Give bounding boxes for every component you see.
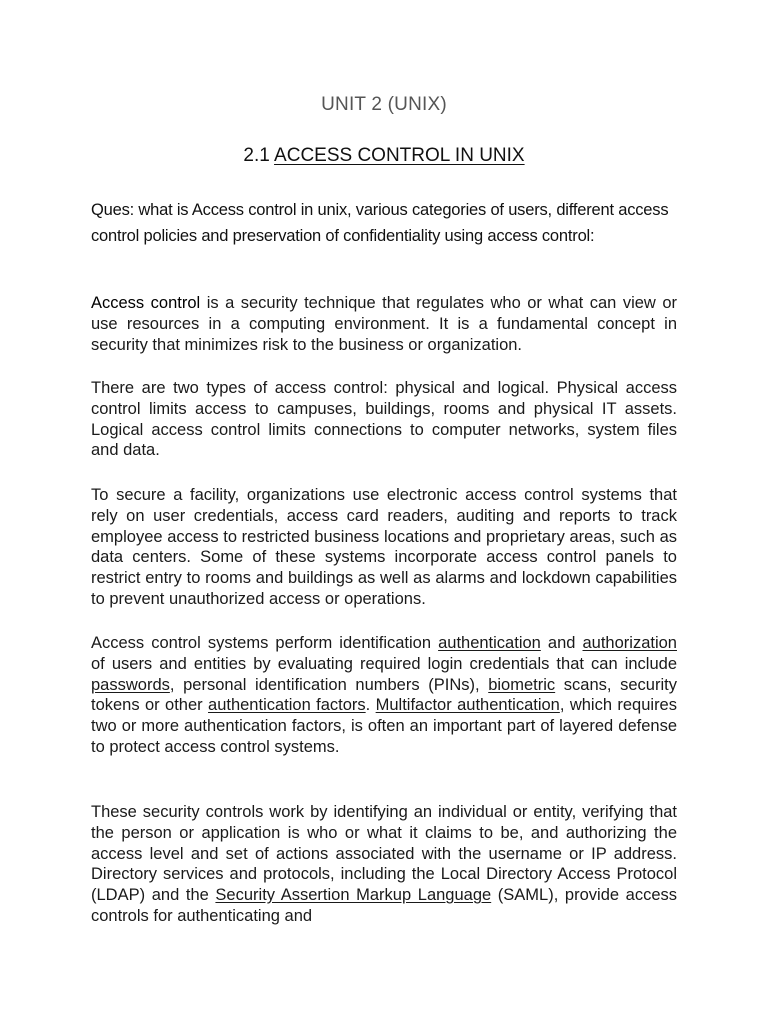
paragraph-types: There are two types of access control: physical and logical. Physical access control limits access to campuses, buildings, rooms and physical IT assets. Logical access control limits connections to computer networks, system files and data. <box>91 379 677 460</box>
paragraph-text: (SAML), provide access controls for authenticating and <box>91 886 678 925</box>
unit-title: UNIT 2 (UNIX) <box>321 94 447 115</box>
term-access-control: Access control <box>91 294 201 312</box>
paragraph-text: and <box>540 634 583 652</box>
paragraph-text: These security controls work by identifying an individual or entity, verifying that the person or application is who or what it claims to be, and authorizing the access level and set of actions associated with the username or IP address. Directory services and protocols, including the Local Directory Access Protocol (LDAP) and the <box>91 803 677 905</box>
link-passwords[interactable]: passwords <box>91 675 170 694</box>
paragraph-text: is a security technique that regulates who or what can view or use resources in a computing environment. It is a fundamental concept in security that minimizes risk to the business or organization. <box>91 294 678 354</box>
paragraph-security-controls <box>91 802 677 927</box>
link-authorization[interactable]: authorization <box>582 634 677 652</box>
paragraph-text: , personal identification numbers (PINs), <box>169 675 489 694</box>
section-title <box>0 145 768 167</box>
paragraph-text: Access control systems perform identification <box>91 634 439 652</box>
paragraph-text: , which requires two or more authentication factors, is often an important part of layered defense to protect access control systems. <box>91 696 677 756</box>
paragraph-text: of users and entities by evaluating required login credentials that can include <box>91 654 677 673</box>
paragraph-text: scans, security tokens or other <box>91 675 677 715</box>
paragraph-text: . <box>365 696 376 715</box>
link-biometric[interactable]: biometric <box>488 675 556 694</box>
paragraph-facility: To secure a facility, organizations use electronic access control systems that rely on user credentials, access card readers, auditing and reports to track employee access to restricted business locations and proprietary areas, such as data centers. Some of these systems incorporate access control panels to restrict entry to rooms and buildings as well as alarms and lockdown capabilities to prevent unauthorized access or operations. <box>91 486 677 608</box>
link-multifactor-authentication[interactable]: Multifactor authentication <box>375 696 560 715</box>
section-title-text: ACCESS CONTROL IN UNIX <box>274 145 525 166</box>
link-saml[interactable]: Security Assertion Markup Language <box>215 886 492 905</box>
link-authentication-factors[interactable]: authentication factors <box>208 696 366 715</box>
link-authentication[interactable]: authentication <box>438 634 541 652</box>
question-text: Ques: what is Access control in unix, various categories of users, different access control policies and preservation of confidentiality using access control: <box>91 201 669 245</box>
paragraph-definition <box>91 293 677 355</box>
section-number: 2.1 <box>243 145 270 166</box>
paragraph-systems <box>91 633 677 758</box>
